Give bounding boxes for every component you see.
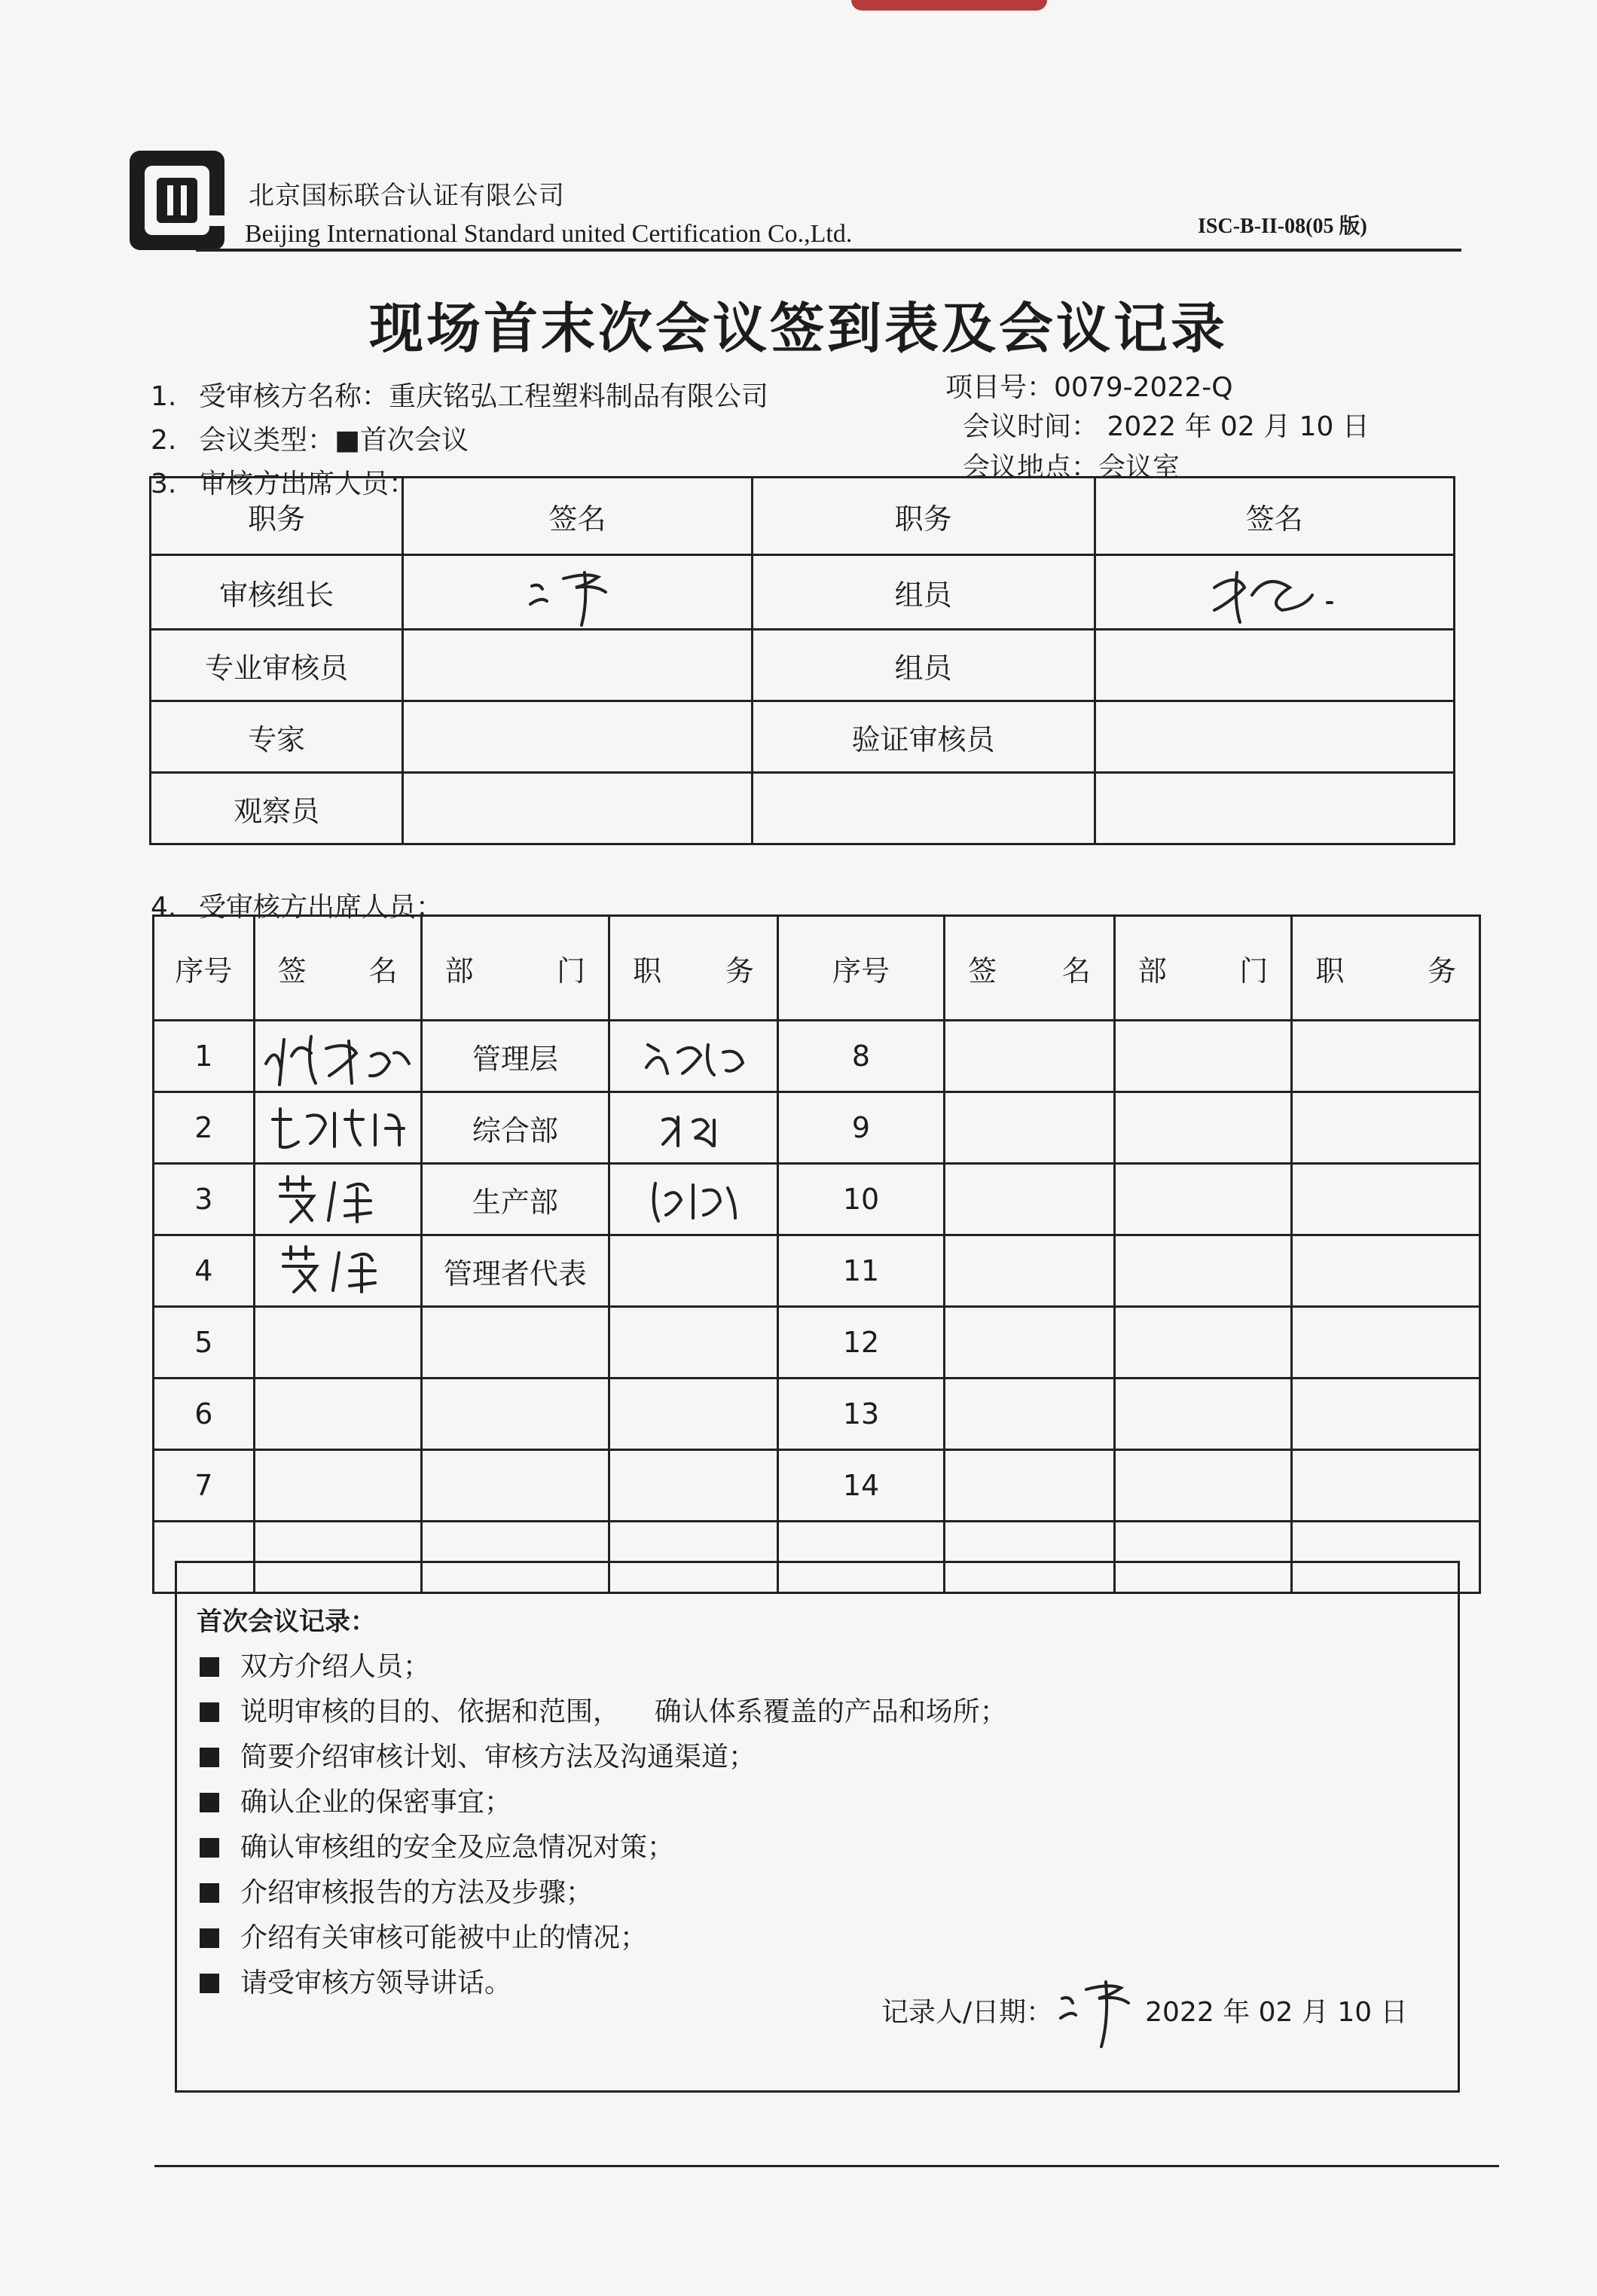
row-number: 1	[154, 1021, 255, 1092]
header-char: 名	[368, 954, 398, 988]
header-post	[1292, 916, 1480, 1021]
role-cell	[752, 773, 1095, 844]
checkbox-filled-icon	[200, 1838, 219, 1858]
position-cell	[609, 1092, 778, 1164]
header-dept	[421, 916, 609, 1021]
signature-cell	[945, 1450, 1115, 1522]
list-item-text: 介绍有关审核可能被中止的情况；	[240, 1922, 648, 1953]
position-cell	[609, 1021, 778, 1092]
header-post	[609, 916, 778, 1021]
list-item-text: 双方介绍人员；	[240, 1651, 431, 1682]
signature-cell	[1095, 701, 1454, 773]
handwritten-position	[640, 1173, 746, 1226]
header-cell: 职务	[151, 478, 403, 555]
table-row	[154, 1379, 1480, 1450]
header-cell: 职务	[752, 478, 1095, 555]
department-cell: 生产部	[421, 1164, 609, 1235]
header-char: 签	[968, 954, 997, 988]
position-cell	[1292, 1235, 1480, 1307]
table-row	[154, 1307, 1480, 1379]
signature-cell	[403, 555, 752, 630]
header-cell: 签名	[403, 478, 752, 555]
handwritten-signature	[1053, 1968, 1136, 2051]
header-seq: 序号	[154, 916, 255, 1021]
handwritten-signature	[517, 556, 637, 628]
company-name-en: Beijing International Standard united Certification Co.,Ltd.	[245, 220, 853, 248]
header-sign	[254, 916, 421, 1021]
signature-cell	[403, 701, 752, 773]
handwritten-signature	[270, 1242, 405, 1299]
row-number: 3	[154, 1164, 255, 1235]
handwritten-signature	[258, 1026, 417, 1086]
header-char: 部	[1137, 954, 1167, 988]
position-cell	[609, 1235, 778, 1307]
signature-cell	[945, 1235, 1115, 1307]
role-cell: 组员	[752, 555, 1095, 630]
row-number: 2	[154, 1092, 255, 1164]
auditor-sign-table	[149, 476, 1455, 845]
position-cell	[609, 1164, 778, 1235]
department-cell	[1114, 1379, 1292, 1450]
header-char: 门	[1239, 954, 1269, 988]
role-cell: 专家	[151, 701, 403, 773]
handwritten-signature	[270, 1171, 405, 1228]
signature-cell	[254, 1164, 421, 1235]
checkbox-filled-icon	[200, 1748, 219, 1767]
recorder-label: 记录人/日期：	[881, 1996, 1054, 2028]
auditor-attendees-label: 审核方出席人员：	[199, 469, 417, 499]
meeting-type-line	[151, 419, 469, 457]
signature-cell	[403, 773, 752, 844]
row-number: 11	[777, 1235, 944, 1307]
row-number: 6	[154, 1379, 255, 1450]
list-item-text: 说明审核的目的、依据和范围， 确认体系覆盖的产品和场所；	[240, 1696, 1007, 1727]
department-cell	[1114, 1450, 1292, 1522]
role-cell: 验证审核员	[752, 701, 1095, 773]
signature-cell	[403, 630, 752, 701]
recorder-date: 2022 年 02 月 10 日	[1145, 1996, 1408, 2028]
signature-cell	[1095, 555, 1454, 630]
recorder-line	[881, 1968, 1408, 2051]
signature-cell	[254, 1235, 421, 1307]
signature-cell	[945, 1164, 1115, 1235]
signature-cell	[254, 1021, 421, 1092]
department-cell	[1114, 1307, 1292, 1379]
row-number: 13	[777, 1379, 944, 1450]
header-char: 务	[1427, 954, 1456, 988]
list-item-text: 确认审核组的安全及应急情况对策；	[240, 1832, 675, 1863]
row-number: 9	[777, 1092, 944, 1164]
checkbox-filled-icon	[200, 1702, 219, 1722]
department-cell	[1114, 1235, 1292, 1307]
meeting-place: 会议地点：会议室	[963, 452, 1180, 483]
meeting-record-box	[175, 1561, 1460, 2093]
company-name-cn: 北京国标联合认证有限公司	[249, 181, 565, 211]
signature-cell	[254, 1092, 421, 1164]
checkbox-filled-icon	[200, 1928, 219, 1948]
signature-cell	[254, 1450, 421, 1522]
binder-clip-mark	[851, 0, 1047, 11]
checkbox-filled-icon	[200, 1974, 219, 1993]
auditee-name: 受审核方名称：重庆铭弘工程塑料制品有限公司	[199, 381, 769, 412]
header-char: 务	[725, 954, 754, 988]
header-char: 签	[277, 954, 307, 988]
role-cell: 审核组长	[151, 555, 403, 630]
meeting-time: 会议时间： 2022 年 02 月 10 日	[963, 411, 1370, 442]
project-number: 项目号：0079-2022-Q	[945, 372, 1233, 403]
header-char: 部	[444, 954, 474, 988]
department-cell	[421, 1450, 609, 1522]
department-cell	[1114, 1092, 1292, 1164]
header-char: 名	[1061, 954, 1091, 988]
checkbox-filled-icon	[200, 1883, 219, 1903]
handwritten-position	[648, 1105, 738, 1150]
auditee-name-line	[151, 375, 768, 414]
table-row	[154, 1450, 1480, 1522]
position-cell	[1292, 1450, 1480, 1522]
item-number: 1.	[151, 381, 177, 412]
signature-cell	[945, 1092, 1115, 1164]
list-item-text: 简要介绍审核计划、审核方法及沟通渠道；	[240, 1742, 756, 1772]
header-seq: 序号	[777, 916, 944, 1021]
header-char: 职	[1315, 954, 1345, 988]
department-cell: 综合部	[421, 1092, 609, 1164]
header-char: 职	[633, 954, 662, 988]
checkbox-filled-icon	[200, 1793, 219, 1812]
row-number: 4	[154, 1235, 255, 1307]
table-header-row	[154, 916, 1480, 1021]
position-cell	[1292, 1021, 1480, 1092]
position-cell	[609, 1450, 778, 1522]
meeting-type: 会议类型：■首次会议	[199, 425, 469, 456]
signature-cell	[945, 1379, 1115, 1450]
list-item-text: 请受审核方领导讲话。	[240, 1968, 512, 1998]
list-item-text: 确认企业的保密事宜；	[240, 1787, 512, 1818]
record-list	[200, 1644, 1007, 2006]
table-header-row	[151, 478, 1455, 555]
row-number: 12	[777, 1307, 944, 1379]
position-cell	[1292, 1379, 1480, 1450]
header-dept	[1114, 916, 1292, 1021]
signature-cell	[1095, 630, 1454, 701]
department-cell: 管理者代表	[421, 1235, 609, 1307]
record-title: 首次会议记录：	[197, 1607, 376, 1637]
row-number: 10	[777, 1164, 944, 1235]
footer-divider	[154, 2165, 1499, 2167]
table-row	[151, 630, 1455, 701]
table-row	[154, 1164, 1480, 1235]
table-row	[154, 1021, 1480, 1092]
table-row	[154, 1235, 1480, 1307]
department-cell	[1114, 1021, 1292, 1092]
role-cell: 观察员	[151, 773, 403, 844]
row-number: 8	[777, 1021, 944, 1092]
list-item	[200, 1690, 1007, 1735]
item-number: 3.	[151, 469, 177, 499]
header-sign	[945, 916, 1115, 1021]
signature-cell	[254, 1379, 421, 1450]
table-row	[151, 555, 1455, 630]
department-cell	[1114, 1164, 1292, 1235]
auditee-attendees-label: 受审核方出席人员：	[199, 892, 444, 923]
header-char: 门	[557, 954, 586, 988]
list-item	[200, 1916, 1007, 1961]
signature-cell	[254, 1307, 421, 1379]
list-item	[200, 1735, 1007, 1780]
company-logo-icon	[127, 148, 227, 253]
list-item	[200, 1644, 1007, 1690]
signature-cell	[945, 1307, 1115, 1379]
list-item	[200, 1780, 1007, 1825]
handwritten-signature	[262, 1101, 413, 1154]
auditee-sign-table	[152, 914, 1481, 1594]
position-cell	[1292, 1164, 1480, 1235]
position-cell	[609, 1379, 778, 1450]
checkbox-filled-icon	[200, 1657, 219, 1677]
department-cell: 管理层	[421, 1021, 609, 1092]
table-row	[151, 773, 1455, 844]
item-number: 4.	[151, 892, 177, 923]
handwritten-signature	[1199, 557, 1350, 627]
row-number: 5	[154, 1307, 255, 1379]
row-number: 7	[154, 1450, 255, 1522]
handwritten-position	[633, 1030, 753, 1082]
signature-cell	[1095, 773, 1454, 844]
table-row	[151, 701, 1455, 773]
department-cell	[421, 1307, 609, 1379]
list-item-text: 介绍审核报告的方法及步骤；	[240, 1877, 594, 1908]
position-cell	[609, 1307, 778, 1379]
table-row	[154, 1092, 1480, 1164]
position-cell	[1292, 1307, 1480, 1379]
department-cell	[421, 1379, 609, 1450]
header-cell: 签名	[1095, 478, 1454, 555]
document-number: ISC-B-II-08(05 版)	[1198, 215, 1367, 238]
header-divider	[196, 249, 1461, 252]
role-cell: 专业审核员	[151, 630, 403, 701]
list-item	[200, 1870, 1007, 1916]
list-item	[200, 1825, 1007, 1870]
role-cell: 组员	[752, 630, 1095, 701]
row-number: 14	[777, 1450, 944, 1522]
signature-cell	[945, 1021, 1115, 1092]
position-cell	[1292, 1092, 1480, 1164]
page-title: 现场首末次会议签到表及会议记录	[368, 297, 1228, 360]
item-number: 2.	[151, 425, 177, 456]
